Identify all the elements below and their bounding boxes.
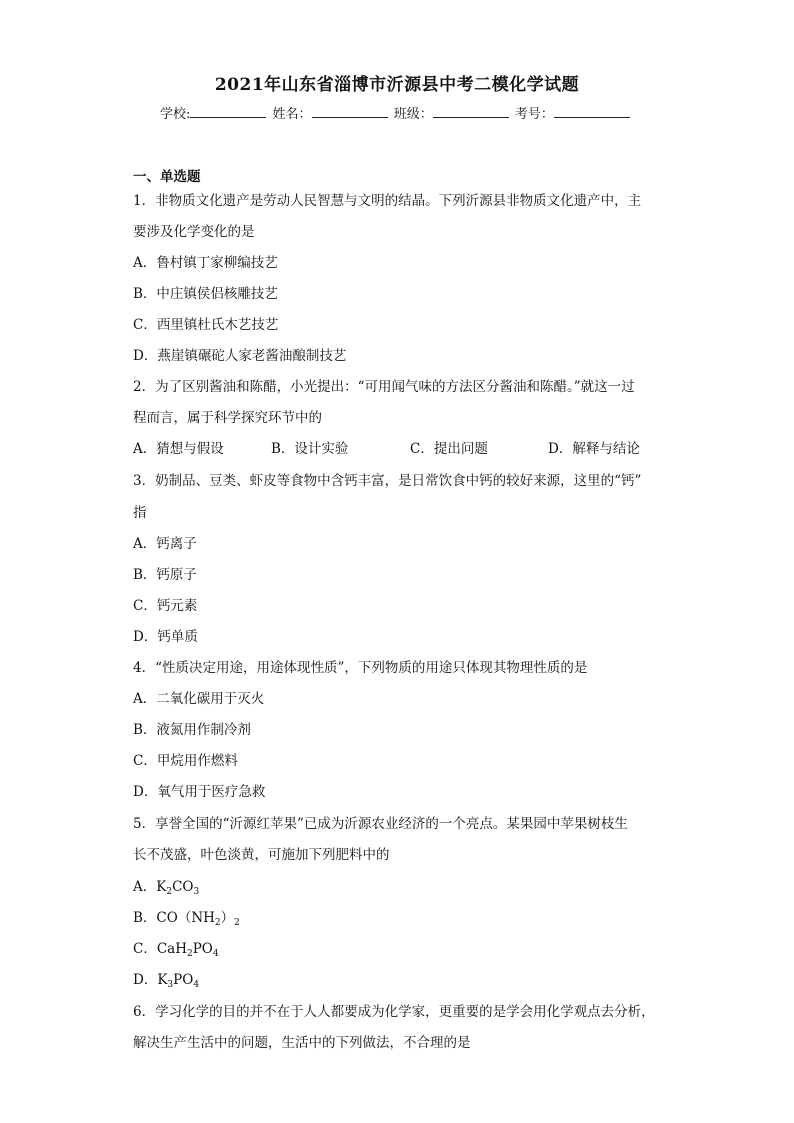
- name-blank: [312, 105, 388, 118]
- class-label: 班级：: [393, 107, 433, 122]
- formula-subscript: 4: [212, 949, 219, 959]
- question-1-stem-line-2: 要涉及化学变化的是: [133, 224, 255, 240]
- exam-number-label: 考号：: [514, 107, 554, 122]
- page-title: 2021年山东省淄博市沂源县中考二模化学试题: [214, 75, 580, 95]
- question-2-option-b: B．设计实验: [271, 441, 349, 457]
- school-blank: [190, 105, 266, 118]
- question-4-stem: 4．“性质决定用途，用途体现性质”，下列物质的用途只体现其物理性质的是: [133, 660, 588, 676]
- formula-subscript: 2: [234, 918, 240, 928]
- question-3-option-c: C．钙元素: [133, 598, 198, 614]
- formula-part: PO: [173, 972, 194, 988]
- question-5-option-b: [133, 909, 240, 927]
- class-blank: [433, 105, 509, 118]
- question-2-option-c: C．提出问题: [410, 441, 488, 457]
- question-6-stem-line-1: 6．学习化学的目的并不在于人人都要成为化学家，更重要的是学会用化学观点去分析，: [133, 1004, 655, 1020]
- formula-part: D．K: [133, 972, 168, 988]
- question-2-stem-line-2: 程而言，属于科学探究环节中的: [133, 410, 322, 426]
- question-1-option-b: B．中庄镇侯侣核雕技艺: [133, 286, 278, 302]
- formula-part: CO: [172, 879, 194, 895]
- question-1-option-c: C．西里镇杜氏木艺技艺: [133, 317, 279, 333]
- question-5-stem-line-2: 长不茂盛，叶色淡黄，可施加下列肥料中的: [133, 847, 390, 863]
- question-1-option-d: D．燕崖镇碾砣人家老酱油酿制技艺: [133, 348, 347, 364]
- formula-subscript: 4: [193, 980, 200, 990]
- question-1-option-a: A．鲁村镇丁家柳编技艺: [133, 255, 278, 271]
- question-4-option-a: A．二氧化碳用于灭火: [133, 691, 265, 707]
- formula-subscript: 2: [186, 949, 193, 959]
- name-label: 姓名：: [272, 107, 312, 122]
- formula-part: B．CO（NH: [133, 910, 215, 926]
- question-3-stem-line-2: 指: [133, 505, 147, 521]
- formula-subscript: 3: [167, 980, 174, 990]
- question-6-stem-line-2: 解决生产生活中的问题，生活中的下列做法，不合理的是: [133, 1035, 471, 1051]
- question-2-option-d: D．解释与结论: [548, 441, 640, 457]
- question-3-stem-line-1: 3．奶制品、豆类、虾皮等食物中含钙丰富，是日常饮食中钙的较好来源，这里的“钙”: [133, 473, 642, 489]
- formula-subscript: 2: [214, 918, 221, 928]
- question-1-stem-line-1: 1．非物质文化遗产是劳动人民智慧与文明的结晶。下列沂源县非物质文化遗产中，主: [133, 193, 642, 209]
- question-3-option-b: B．钙原子: [133, 567, 197, 583]
- question-4-option-c: C．甲烷用作燃料: [133, 753, 238, 769]
- question-2-stem-line-1: 2．为了区别酱油和陈醋，小光提出：“可用闻气味的方法区分酱油和陈醋。”就这一过: [133, 379, 635, 395]
- section-heading: 一、单选题: [133, 169, 201, 185]
- question-4-option-b: B．液氮用作制冷剂: [133, 722, 251, 738]
- formula-subscript: 3: [193, 887, 200, 897]
- exam-number-blank: [554, 105, 630, 118]
- formula-part: C．CaH: [133, 941, 187, 957]
- student-info-row: [160, 103, 680, 122]
- question-5-option-c: [133, 940, 219, 958]
- formula-part: PO: [192, 941, 213, 957]
- question-3-option-a: A．钙离子: [133, 536, 197, 552]
- question-5-option-a: [133, 878, 199, 896]
- question-2-option-a: A．猜想与假设: [133, 441, 224, 457]
- question-5-option-d: [133, 971, 199, 989]
- formula-part: ）: [220, 910, 235, 926]
- school-label: 学校:: [160, 107, 191, 122]
- question-4-option-d: D．氧气用于医疗急救: [133, 784, 266, 800]
- formula-subscript: 2: [166, 887, 173, 897]
- question-5-stem-line-1: 5．享誉全国的“沂源红苹果”已成为沂源农业经济的一个亮点。某果园中苹果树枝生: [133, 816, 628, 832]
- formula-part: A．K: [133, 879, 167, 895]
- question-3-option-d: D．钙单质: [133, 629, 198, 645]
